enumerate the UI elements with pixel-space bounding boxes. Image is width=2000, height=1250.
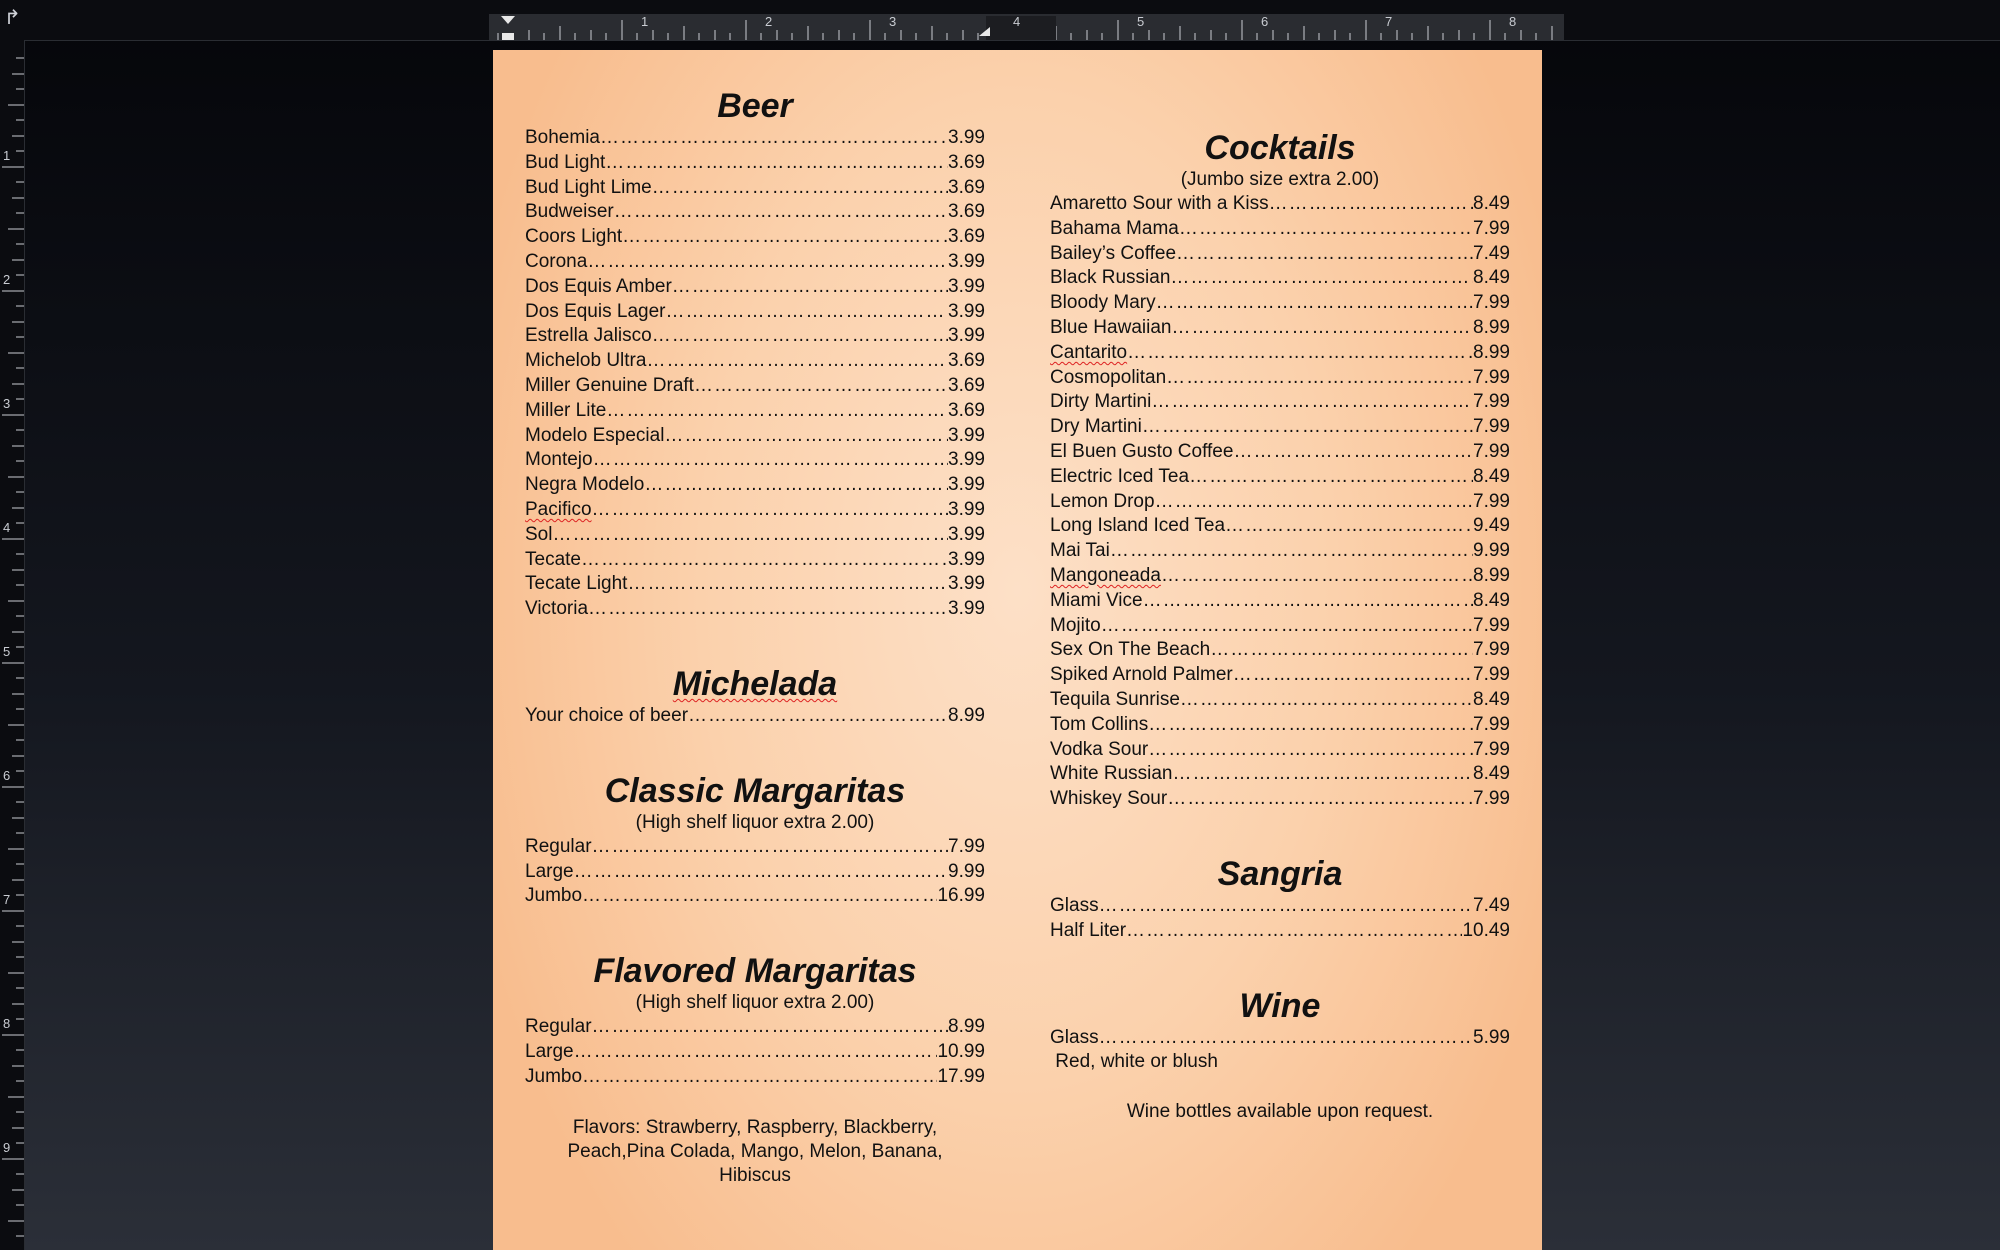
- ruler-number: 7: [1385, 14, 1393, 29]
- item-name: Amaretto Sour with a Kiss: [1050, 193, 1269, 214]
- flavors-line: Hibiscus: [719, 1164, 791, 1186]
- item-price: 3.69: [948, 201, 985, 223]
- item-price: 17.99: [937, 1065, 985, 1087]
- list-item[interactable]: [1050, 638, 1510, 663]
- item-price: 9.99: [1473, 540, 1510, 562]
- item-price: 7.99: [1473, 440, 1510, 462]
- list-item[interactable]: [525, 200, 985, 225]
- item-price: 3.99: [948, 127, 985, 148]
- list-item[interactable]: [525, 176, 985, 201]
- item-price: 3.99: [948, 424, 985, 446]
- item-price: 7.99: [1473, 292, 1510, 314]
- item-price: 7.49: [1473, 894, 1510, 916]
- item-price: 7.99: [1473, 366, 1510, 388]
- vruler-number: 9: [3, 1140, 11, 1155]
- list-item[interactable]: [1050, 614, 1510, 639]
- vruler-number: 1: [3, 148, 11, 163]
- vruler-number: 5: [3, 644, 11, 659]
- list-item[interactable]: [1050, 688, 1510, 713]
- item-name: Jumbo: [525, 1065, 583, 1087]
- list-item[interactable]: [1050, 919, 1510, 944]
- item-price: 7.99: [1473, 217, 1510, 239]
- list-item[interactable]: [1050, 1026, 1510, 1051]
- item-price: 10.49: [1462, 919, 1510, 941]
- ruler-origin-icon: ↱: [4, 7, 21, 29]
- item-price: 3.69: [948, 350, 985, 372]
- list-item[interactable]: [1050, 366, 1510, 391]
- item-name: Vodka Sour: [1050, 738, 1149, 760]
- list-item[interactable]: [1050, 415, 1510, 440]
- list-item[interactable]: [1050, 390, 1510, 415]
- list-item[interactable]: [525, 225, 985, 250]
- list-item[interactable]: [1050, 291, 1510, 316]
- item-price: 3.69: [948, 226, 985, 248]
- item-price: 9.99: [948, 860, 985, 882]
- list-item[interactable]: [525, 151, 985, 176]
- vruler-number: 7: [3, 892, 11, 907]
- item-name: Jumbo: [525, 885, 583, 907]
- item-price: 7.99: [1473, 490, 1510, 512]
- item-name: Whiskey Sour: [1050, 788, 1168, 810]
- section-subtitle: (High shelf liquor extra 2.00): [635, 811, 875, 833]
- vruler-number: 4: [3, 520, 11, 535]
- list-item[interactable]: [1050, 341, 1510, 366]
- item-price: 5.99: [1473, 1026, 1510, 1048]
- ruler-number: 1: [641, 14, 649, 29]
- list-item[interactable]: [525, 473, 985, 498]
- list-item[interactable]: [525, 1065, 985, 1090]
- item-name: El Buen Gusto Coffee: [1050, 440, 1234, 462]
- item-name: Spiked Arnold Palmer: [1050, 664, 1233, 686]
- item-price: 3.69: [948, 151, 985, 173]
- item-name: Regular: [525, 1016, 592, 1038]
- item-price: 8.49: [1473, 688, 1510, 710]
- ruler-number: 4: [1013, 14, 1021, 29]
- item-name: Glass: [1050, 894, 1099, 916]
- item-name: Mangoneada: [1050, 564, 1161, 586]
- item-name: Corona: [525, 250, 588, 272]
- item-price: 3.99: [948, 449, 985, 471]
- item-name: Bloody Mary: [1050, 292, 1156, 314]
- section-subtitle: (Jumbo size extra 2.00): [1180, 169, 1380, 190]
- item-name: Dry Martini: [1050, 416, 1142, 438]
- section-title-flavored-margaritas: Flavored Margaritas: [593, 952, 917, 991]
- flavors-note: [525, 1116, 985, 1188]
- vruler-number: 2: [3, 272, 11, 287]
- item-name: Sex On The Beach: [1050, 639, 1211, 661]
- beer-list: [525, 126, 985, 622]
- vertical-ruler[interactable]: [0, 40, 25, 1250]
- wine-note: Red, white or blush: [1050, 1051, 1218, 1073]
- item-name: Pacifico: [525, 498, 592, 520]
- list-item[interactable]: [1050, 738, 1510, 763]
- item-price: 3.99: [948, 573, 985, 595]
- list-item[interactable]: [1050, 316, 1510, 341]
- item-name: Miller Genuine Draft: [525, 374, 694, 396]
- list-item[interactable]: [1050, 564, 1510, 589]
- item-price: 7.99: [1473, 788, 1510, 810]
- item-name: Michelob Ultra: [525, 350, 647, 372]
- list-item[interactable]: [525, 1015, 985, 1040]
- list-item[interactable]: [525, 448, 985, 473]
- item-name: White Russian: [1050, 763, 1173, 785]
- item-name: Miller Lite: [525, 399, 607, 421]
- list-item[interactable]: [1050, 465, 1510, 490]
- list-item[interactable]: [525, 424, 985, 449]
- item-name: Miami Vice: [1050, 589, 1143, 611]
- list-item[interactable]: [525, 349, 985, 374]
- list-item[interactable]: [1050, 539, 1510, 564]
- ruler-ticks: [24, 0, 2000, 40]
- item-price: 7.99: [1473, 391, 1510, 413]
- item-name: Mojito: [1050, 614, 1101, 636]
- section-subtitle: (High shelf liquor extra 2.00): [635, 992, 875, 1014]
- item-price: 3.99: [948, 523, 985, 545]
- ruler-corner: [0, 0, 24, 40]
- section-title-cocktails: Cocktails: [1204, 129, 1356, 167]
- item-name: Electric Iced Tea: [1050, 465, 1190, 487]
- item-name: Estrella Jalisco: [525, 325, 652, 347]
- list-item[interactable]: [1050, 589, 1510, 614]
- item-name: Tecate: [525, 548, 581, 570]
- item-price: 3.99: [948, 598, 985, 620]
- item-name: Blue Hawaiian: [1050, 316, 1172, 338]
- item-price: 8.99: [1473, 341, 1510, 363]
- flavors-line: Peach,Pina Colada, Mango, Melon, Banana,: [567, 1140, 943, 1162]
- list-item[interactable]: [1050, 713, 1510, 738]
- item-name: Sol: [525, 523, 553, 545]
- left-column: [525, 50, 985, 1188]
- list-item[interactable]: [525, 250, 985, 275]
- item-price: 7.99: [1473, 416, 1510, 438]
- item-name: Cantarito: [1050, 341, 1128, 363]
- item-name: Large: [525, 1040, 574, 1062]
- item-price: 3.99: [948, 275, 985, 297]
- list-item[interactable]: [525, 572, 985, 597]
- item-name: Bahama Mama: [1050, 217, 1179, 239]
- list-item[interactable]: [1050, 266, 1510, 291]
- list-item[interactable]: [1050, 242, 1510, 267]
- item-name: Montejo: [525, 449, 593, 471]
- list-item[interactable]: [525, 548, 985, 573]
- item-name: Large: [525, 860, 574, 882]
- item-price: 8.49: [1473, 267, 1510, 289]
- item-name: Cosmopolitan: [1050, 366, 1167, 388]
- item-name: Tequila Sunrise: [1050, 688, 1180, 710]
- item-price: 7.99: [1473, 614, 1510, 636]
- list-item[interactable]: [1050, 514, 1510, 539]
- item-price: 8.99: [1473, 316, 1510, 338]
- section-title-sangria: Sangria: [1217, 854, 1343, 893]
- item-price: 10.99: [937, 1040, 985, 1062]
- ruler-number: 8: [1509, 14, 1517, 29]
- item-name: Coors Light: [525, 226, 623, 248]
- item-price: 3.99: [948, 300, 985, 322]
- list-item[interactable]: [1050, 787, 1510, 812]
- list-item[interactable]: [525, 126, 985, 151]
- list-item[interactable]: [525, 704, 985, 729]
- ruler-number: 6: [1261, 14, 1269, 29]
- vruler-number: 6: [3, 768, 11, 783]
- item-name: Tom Collins: [1050, 713, 1149, 735]
- horizontal-ruler[interactable]: [24, 0, 2000, 41]
- list-item[interactable]: [1050, 440, 1510, 465]
- item-name: Modelo Especial: [525, 424, 665, 446]
- list-item[interactable]: [525, 884, 985, 909]
- item-price: 8.99: [1473, 564, 1510, 586]
- section-title-wine: Wine: [1239, 986, 1321, 1025]
- item-name: Regular: [525, 835, 592, 857]
- ruler-number: 2: [765, 14, 773, 29]
- item-price: 3.99: [948, 250, 985, 272]
- list-item[interactable]: [525, 374, 985, 399]
- list-item[interactable]: [1050, 192, 1510, 217]
- item-name: Dos Equis Lager: [525, 300, 666, 322]
- cocktail-list: [1050, 192, 1510, 812]
- section-title-michelada: [525, 664, 985, 704]
- item-price: 3.99: [948, 498, 985, 520]
- item-price: 8.99: [948, 1016, 985, 1038]
- item-price: 7.99: [1473, 664, 1510, 686]
- list-item[interactable]: [525, 399, 985, 424]
- flavors-line: Flavors: Strawberry, Raspberry, Blackberry,: [572, 1116, 938, 1138]
- item-name: Dirty Martini: [1050, 391, 1152, 413]
- item-price: 7.99: [1473, 713, 1510, 735]
- item-name: Negra Modelo: [525, 474, 645, 496]
- list-item[interactable]: [1050, 663, 1510, 688]
- list-item[interactable]: [525, 324, 985, 349]
- item-name: Bud Light: [525, 151, 606, 173]
- item-price: 3.69: [948, 374, 985, 396]
- list-item[interactable]: [525, 300, 985, 325]
- item-name: Black Russian: [1050, 267, 1171, 289]
- section-title-classic-margaritas: Classic Margaritas: [604, 771, 906, 810]
- item-price: 7.49: [1473, 242, 1510, 264]
- item-price: 8.49: [1473, 193, 1510, 214]
- item-name: Half Liter: [1050, 919, 1127, 941]
- list-item[interactable]: [525, 860, 985, 885]
- right-column: [1050, 50, 1510, 1124]
- item-price: 3.99: [948, 474, 985, 496]
- item-price: 7.99: [1473, 639, 1510, 661]
- wine-bottles-note: Wine bottles available upon request.: [1126, 1101, 1434, 1123]
- item-price: 3.69: [948, 399, 985, 421]
- item-price: 3.99: [948, 548, 985, 570]
- vruler-number: 3: [3, 396, 11, 411]
- list-item[interactable]: [525, 275, 985, 300]
- list-item[interactable]: [525, 597, 985, 622]
- item-name: Budweiser: [525, 201, 614, 223]
- ruler-number: 5: [1137, 14, 1145, 29]
- item-name: Dos Equis Amber: [525, 275, 672, 297]
- item-name: Bailey’s Coffee: [1050, 242, 1177, 264]
- section-title-beer: Beer: [717, 87, 793, 125]
- item-price: 3.99: [948, 325, 985, 347]
- list-item[interactable]: [1050, 762, 1510, 787]
- item-name: Bud Light Lime: [525, 176, 652, 198]
- item-name: Bohemia: [525, 127, 600, 148]
- item-price: 7.99: [948, 835, 985, 857]
- vruler-number: 8: [3, 1016, 11, 1031]
- item-price: 8.99: [948, 704, 985, 726]
- item-name: Your choice of beer: [525, 704, 689, 726]
- item-name: Victoria: [525, 598, 589, 620]
- list-item[interactable]: [1050, 217, 1510, 242]
- item-name: Glass: [1050, 1026, 1099, 1048]
- document-page[interactable]: [493, 50, 1542, 1250]
- ruler-number: 3: [889, 14, 897, 29]
- item-price: 8.49: [1473, 465, 1510, 487]
- item-price: 3.69: [948, 176, 985, 198]
- item-name: Mai Tai: [1050, 540, 1110, 562]
- item-name: Lemon Drop: [1050, 490, 1155, 512]
- michelada-title-text: Michelada: [672, 664, 838, 703]
- list-item[interactable]: [1050, 490, 1510, 515]
- item-price: 7.99: [1473, 738, 1510, 760]
- list-item[interactable]: [1050, 894, 1510, 919]
- list-item[interactable]: [525, 1040, 985, 1065]
- item-name: Long Island Iced Tea: [1050, 515, 1226, 537]
- item-name: Tecate Light: [525, 573, 628, 595]
- list-item[interactable]: [525, 498, 985, 523]
- item-price: 8.49: [1473, 763, 1510, 785]
- item-price: 16.99: [937, 885, 985, 907]
- list-item[interactable]: [525, 523, 985, 548]
- list-item[interactable]: [525, 835, 985, 860]
- item-price: 9.49: [1473, 515, 1510, 537]
- item-price: 8.49: [1473, 589, 1510, 611]
